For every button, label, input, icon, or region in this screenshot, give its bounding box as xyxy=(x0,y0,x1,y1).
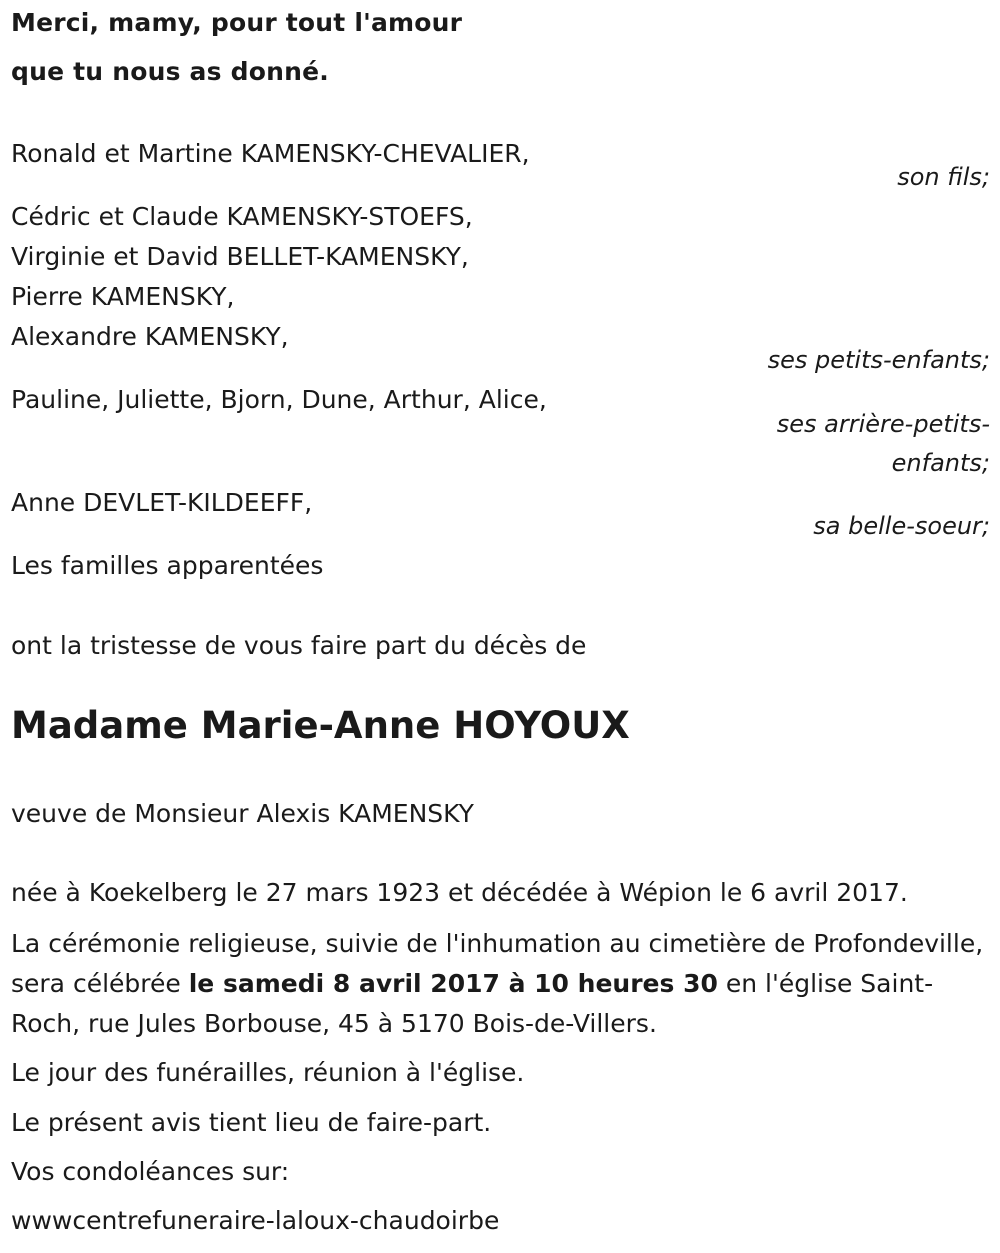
ceremony-paragraph xyxy=(11,924,986,1044)
grandchildren-relation: ses petits-enfants; xyxy=(767,346,990,374)
ceremony-date-time: le samedi 8 avril 2017 à 10 heures 30 xyxy=(188,969,718,998)
condolences-url: wwwcentrefuneraire-laloux-chaudoirbe xyxy=(11,1206,500,1235)
relatives-line: Les familles apparentées xyxy=(11,551,324,580)
ceremony-text-before: La cérémonie religieuse, suivie de l'inhumation au cimetière de Profondeville, sera célébrée xyxy=(11,929,984,998)
meeting-line: Le jour des funérailles, réunion à l'église. xyxy=(11,1058,525,1087)
ceremony-text-after: en l'église Saint-Roch, rue Jules Borbouse, 45 à 5170 Bois-de-Villers. xyxy=(11,969,934,1038)
deceased-name: Madame Marie-Anne HOYOUX xyxy=(11,704,630,747)
great-grandchildren-relation-line-2: enfants; xyxy=(891,449,990,477)
great-grandchildren-relation-line-1: ses arrière-petits- xyxy=(776,410,990,438)
great-grandchildren-names: Pauline, Juliette, Bjorn, Dune, Arthur, Alice, xyxy=(11,385,547,414)
grandchild-line: Pierre KAMENSKY, xyxy=(11,282,235,311)
grandchild-line: Cédric et Claude KAMENSKY-STOEFS, xyxy=(11,202,473,231)
condolences-label: Vos condoléances sur: xyxy=(11,1157,290,1186)
sister-in-law-relation: sa belle-soeur; xyxy=(813,512,990,540)
sister-in-law-name: Anne DEVLET-KILDEEFF, xyxy=(11,488,313,517)
grandchild-line: Alexandre KAMENSKY, xyxy=(11,322,289,351)
widow-of-line: veuve de Monsieur Alexis KAMENSKY xyxy=(11,799,474,828)
grandchild-line: Virginie et David BELLET-KAMENSKY, xyxy=(11,242,469,271)
intro-line-1: Merci, mamy, pour tout l'amour xyxy=(11,8,463,37)
intro-line-2: que tu nous as donné. xyxy=(11,57,329,86)
son-names: Ronald et Martine KAMENSKY-CHEVALIER, xyxy=(11,139,530,168)
son-relation: son fils; xyxy=(897,163,990,191)
notice-line: Le présent avis tient lieu de faire-part. xyxy=(11,1108,492,1137)
announcement-line: ont la tristesse de vous faire part du décès de xyxy=(11,631,587,660)
birth-death-line: née à Koekelberg le 27 mars 1923 et décédée à Wépion le 6 avril 2017. xyxy=(11,878,908,907)
